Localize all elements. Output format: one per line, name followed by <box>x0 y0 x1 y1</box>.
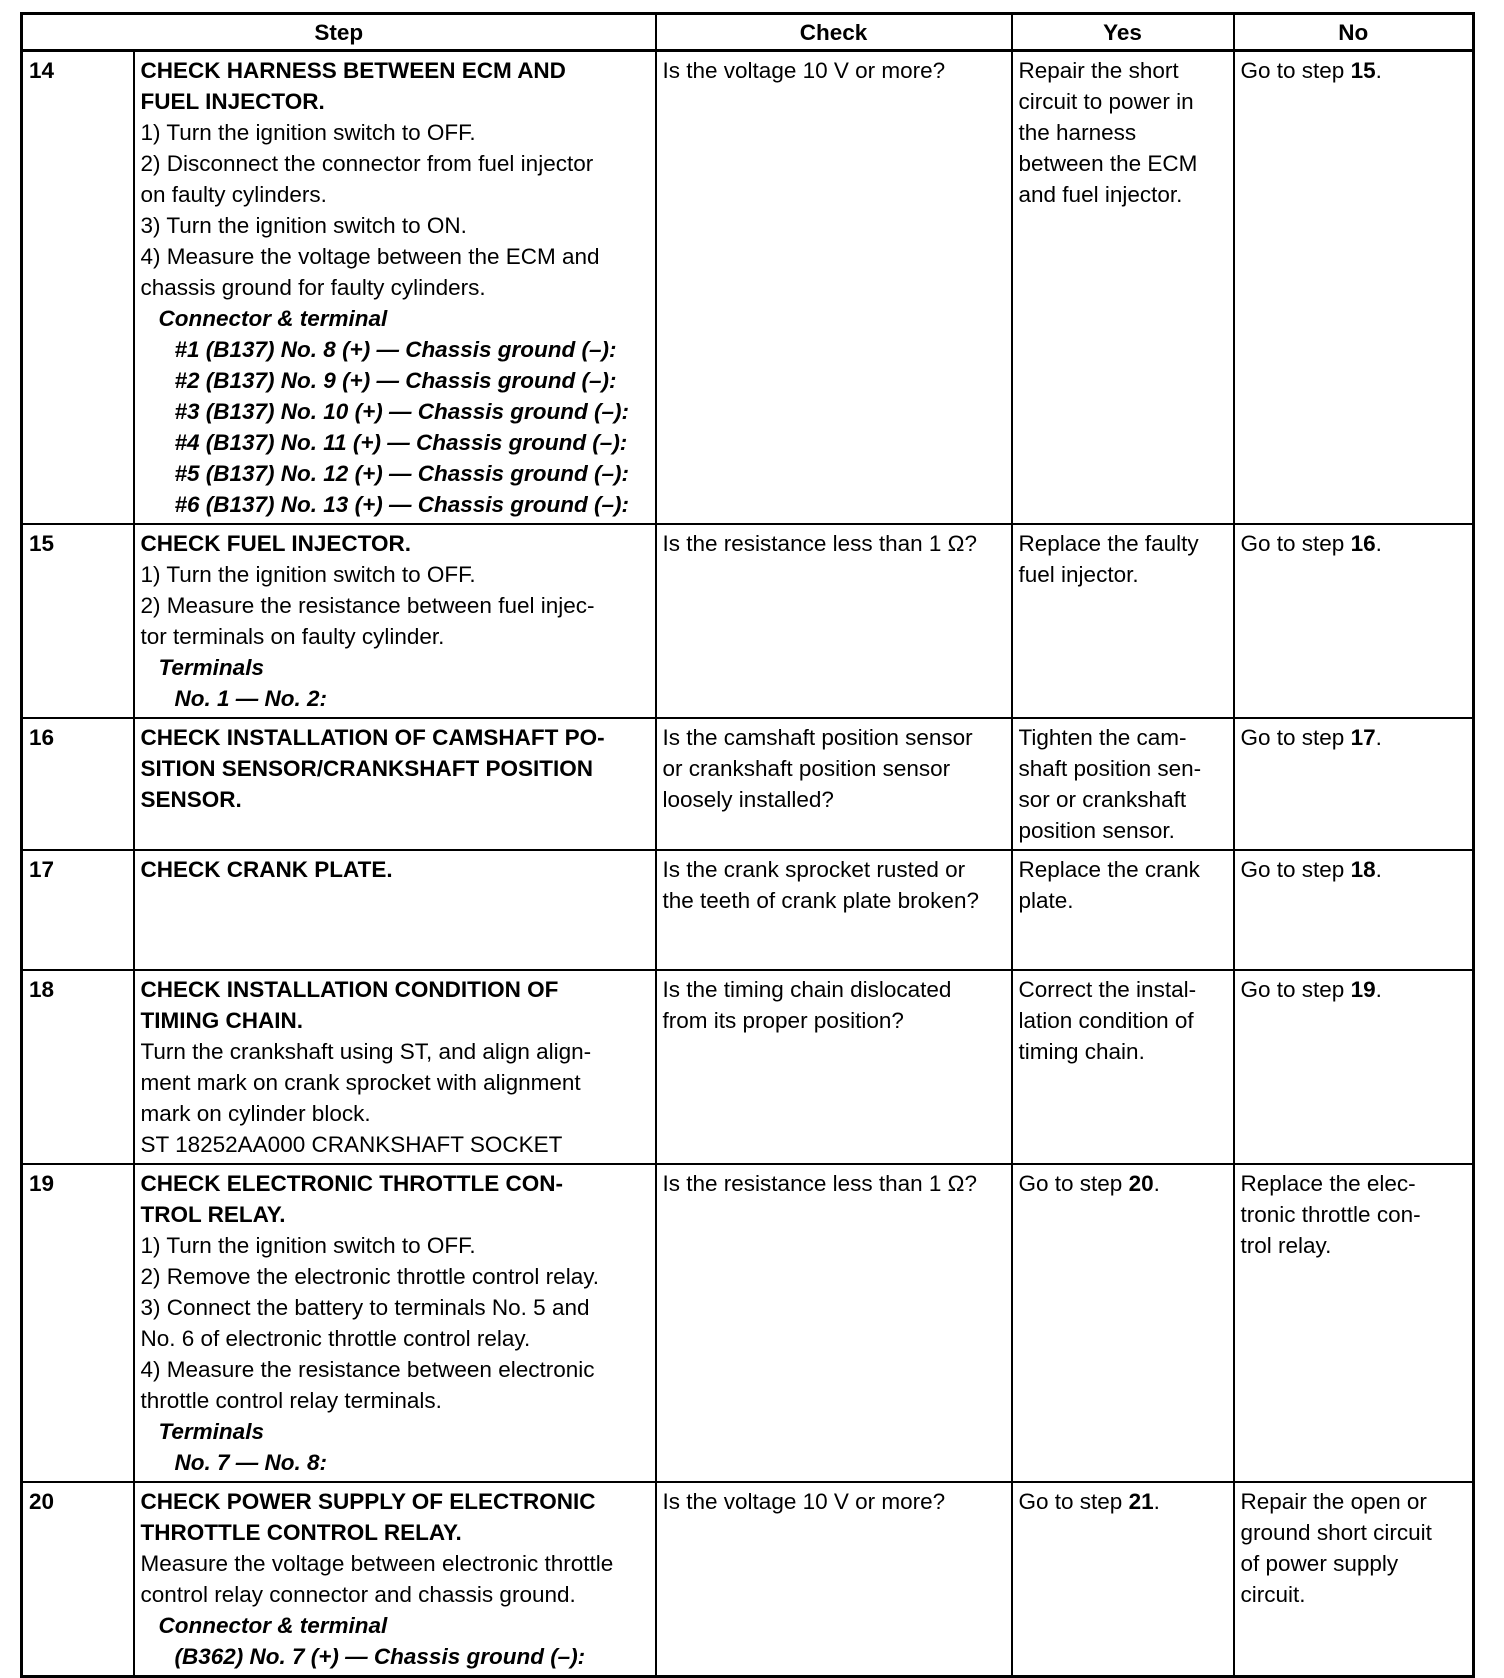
no-text: Repair the open or <box>1240 1489 1427 1514</box>
check-text: Is the resistance less than 1 Ω? <box>662 531 977 556</box>
table-body <box>22 51 1474 1677</box>
step-number-ref: 18 <box>1350 857 1376 882</box>
check-text: or crankshaft position sensor <box>662 756 951 781</box>
no-cell <box>1234 524 1474 718</box>
check-text: Is the voltage 10 V or more? <box>662 58 946 83</box>
check-cell <box>656 970 1012 1164</box>
step-title: TIMING CHAIN. <box>140 1008 303 1033</box>
step-title: THROTTLE CONTROL RELAY. <box>140 1520 462 1545</box>
no-text: Go to step 19. <box>1240 977 1382 1002</box>
step-title: CHECK POWER SUPPLY OF ELECTRONIC <box>140 1489 596 1514</box>
step-instruction: chassis ground for faulty cylinders. <box>140 275 486 300</box>
step-number-ref: 16 <box>1350 531 1376 556</box>
step-instruction: 2) Remove the electronic throttle control relay. <box>140 1264 600 1289</box>
step-cell <box>134 524 656 718</box>
check-text: from its proper position? <box>662 1008 904 1033</box>
yes-text: the harness <box>1018 120 1137 145</box>
yes-text: and fuel injector. <box>1018 182 1183 207</box>
check-text: Is the camshaft position sensor <box>662 725 973 750</box>
no-text: ground short circuit <box>1240 1520 1432 1545</box>
no-text: of power supply <box>1240 1551 1399 1576</box>
yes-text: Repair the short <box>1018 58 1179 83</box>
header-step: Step <box>22 14 656 51</box>
step-instruction: on faulty cylinders. <box>140 182 327 207</box>
sub-item: #4 (B137) No. 11 (+) — Chassis ground (–): <box>174 430 628 455</box>
step-instruction: ment mark on crank sprocket with alignment <box>140 1070 581 1095</box>
check-cell <box>656 1482 1012 1677</box>
yes-cell <box>1012 1164 1234 1482</box>
yes-cell <box>1012 1482 1234 1677</box>
yes-text: fuel injector. <box>1018 562 1139 587</box>
sub-item: No. 1 — No. 2: <box>174 686 328 711</box>
step-number: 19 <box>22 1164 134 1482</box>
no-cell <box>1234 1482 1474 1677</box>
step-title: CHECK INSTALLATION CONDITION OF <box>140 977 559 1002</box>
step-title: CHECK HARNESS BETWEEN ECM AND <box>140 58 566 83</box>
step-title: SENSOR. <box>140 787 242 812</box>
yes-text: Replace the faulty <box>1018 531 1199 556</box>
sub-item: #2 (B137) No. 9 (+) — Chassis ground (–): <box>174 368 617 393</box>
no-cell <box>1234 51 1474 525</box>
table-row <box>22 718 1474 850</box>
step-cell <box>134 970 656 1164</box>
step-instruction: 4) Measure the resistance between electronic <box>140 1357 595 1382</box>
step-number: 16 <box>22 718 134 850</box>
step-number: 15 <box>22 524 134 718</box>
table-row <box>22 1164 1474 1482</box>
no-text: trol relay. <box>1240 1233 1332 1258</box>
no-cell <box>1234 850 1474 970</box>
step-cell <box>134 1482 656 1677</box>
table-row <box>22 51 1474 525</box>
step-title: CHECK ELECTRONIC THROTTLE CON- <box>140 1171 563 1196</box>
header-no: No <box>1234 14 1474 51</box>
no-text: Replace the elec- <box>1240 1171 1416 1196</box>
yes-text: Go to step 21. <box>1018 1489 1160 1514</box>
check-text: loosely installed? <box>662 787 834 812</box>
step-cell <box>134 850 656 970</box>
check-text: the teeth of crank plate broken? <box>662 888 979 913</box>
header-yes: Yes <box>1012 14 1234 51</box>
yes-text: Tighten the cam- <box>1018 725 1187 750</box>
no-cell <box>1234 718 1474 850</box>
yes-text: sor or crankshaft <box>1018 787 1187 812</box>
yes-text: Correct the instal- <box>1018 977 1197 1002</box>
check-cell <box>656 51 1012 525</box>
step-instruction: No. 6 of electronic throttle control relay. <box>140 1326 531 1351</box>
step-instruction: 2) Measure the resistance between fuel injec- <box>140 593 595 618</box>
step-number-ref: 19 <box>1350 977 1376 1002</box>
yes-cell <box>1012 718 1234 850</box>
step-title: CHECK CRANK PLATE. <box>140 857 393 882</box>
step-number: 14 <box>22 51 134 525</box>
no-text: circuit. <box>1240 1582 1306 1607</box>
step-number: 20 <box>22 1482 134 1677</box>
step-number-ref: 20 <box>1128 1171 1154 1196</box>
no-text: Go to step 18. <box>1240 857 1382 882</box>
step-instruction: Turn the crankshaft using ST, and align align- <box>140 1039 592 1064</box>
check-cell <box>656 524 1012 718</box>
yes-cell <box>1012 970 1234 1164</box>
step-cell <box>134 718 656 850</box>
check-text: Is the crank sprocket rusted or <box>662 857 966 882</box>
yes-text: Replace the crank <box>1018 857 1200 882</box>
table-row <box>22 850 1474 970</box>
no-text: Go to step 17. <box>1240 725 1382 750</box>
yes-text: between the ECM <box>1018 151 1198 176</box>
yes-cell <box>1012 51 1234 525</box>
table-row <box>22 970 1474 1164</box>
step-number-ref: 21 <box>1128 1489 1154 1514</box>
yes-cell <box>1012 850 1234 970</box>
sub-item: No. 7 — No. 8: <box>174 1450 328 1475</box>
header-check: Check <box>656 14 1012 51</box>
step-instruction: ST 18252AA000 CRANKSHAFT SOCKET <box>140 1132 563 1157</box>
step-number: 18 <box>22 970 134 1164</box>
step-instruction: control relay connector and chassis ground. <box>140 1582 576 1607</box>
yes-text: Go to step 20. <box>1018 1171 1160 1196</box>
yes-text: shaft position sen- <box>1018 756 1202 781</box>
yes-text: position sensor. <box>1018 818 1175 843</box>
sub-item: #1 (B137) No. 8 (+) — Chassis ground (–): <box>174 337 617 362</box>
check-text: Is the voltage 10 V or more? <box>662 1489 946 1514</box>
step-number-ref: 15 <box>1350 58 1376 83</box>
table-row <box>22 1482 1474 1677</box>
no-cell <box>1234 970 1474 1164</box>
step-number-ref: 17 <box>1350 725 1376 750</box>
yes-text: timing chain. <box>1018 1039 1145 1064</box>
check-cell <box>656 1164 1012 1482</box>
sub-item: #5 (B137) No. 12 (+) — Chassis ground (–): <box>174 461 629 486</box>
yes-text: plate. <box>1018 888 1074 913</box>
no-text: Go to step 16. <box>1240 531 1382 556</box>
check-text: Is the timing chain dislocated <box>662 977 952 1002</box>
sub-heading: Connector & terminal <box>158 1613 388 1638</box>
step-instruction: tor terminals on faulty cylinder. <box>140 624 445 649</box>
step-title: CHECK INSTALLATION OF CAMSHAFT PO- <box>140 725 605 750</box>
table-row <box>22 524 1474 718</box>
step-number: 17 <box>22 850 134 970</box>
sub-item: (B362) No. 7 (+) — Chassis ground (–): <box>174 1644 586 1669</box>
step-title: SITION SENSOR/CRANKSHAFT POSITION <box>140 756 594 781</box>
sub-item: #3 (B137) No. 10 (+) — Chassis ground (–): <box>174 399 629 424</box>
sub-heading: Terminals <box>158 1419 264 1444</box>
step-instruction: 1) Turn the ignition switch to OFF. <box>140 1233 476 1258</box>
check-cell <box>656 850 1012 970</box>
yes-text: circuit to power in <box>1018 89 1194 114</box>
no-text: Go to step 15. <box>1240 58 1382 83</box>
no-cell <box>1234 1164 1474 1482</box>
step-title: FUEL INJECTOR. <box>140 89 325 114</box>
sub-item: #6 (B137) No. 13 (+) — Chassis ground (–): <box>174 492 629 517</box>
step-instruction: 3) Turn the ignition switch to ON. <box>140 213 467 238</box>
step-instruction: throttle control relay terminals. <box>140 1388 442 1413</box>
step-title: TROL RELAY. <box>140 1202 286 1227</box>
check-text: Is the resistance less than 1 Ω? <box>662 1171 977 1196</box>
header-row <box>22 14 1474 51</box>
step-cell <box>134 51 656 525</box>
step-instruction: 4) Measure the voltage between the ECM and <box>140 244 600 269</box>
step-instruction: 1) Turn the ignition switch to OFF. <box>140 562 476 587</box>
step-instruction: 2) Disconnect the connector from fuel injector <box>140 151 594 176</box>
step-cell <box>134 1164 656 1482</box>
yes-text: lation condition of <box>1018 1008 1194 1033</box>
yes-cell <box>1012 524 1234 718</box>
step-instruction: 3) Connect the battery to terminals No. 5 and <box>140 1295 590 1320</box>
step-instruction: mark on cylinder block. <box>140 1101 371 1126</box>
troubleshooting-table <box>20 12 1475 1678</box>
step-instruction: Measure the voltage between electronic throttle <box>140 1551 614 1576</box>
sub-heading: Terminals <box>158 655 264 680</box>
sub-heading: Connector & terminal <box>158 306 388 331</box>
step-title: CHECK FUEL INJECTOR. <box>140 531 411 556</box>
check-cell <box>656 718 1012 850</box>
no-text: tronic throttle con- <box>1240 1202 1421 1227</box>
step-instruction: 1) Turn the ignition switch to OFF. <box>140 120 476 145</box>
